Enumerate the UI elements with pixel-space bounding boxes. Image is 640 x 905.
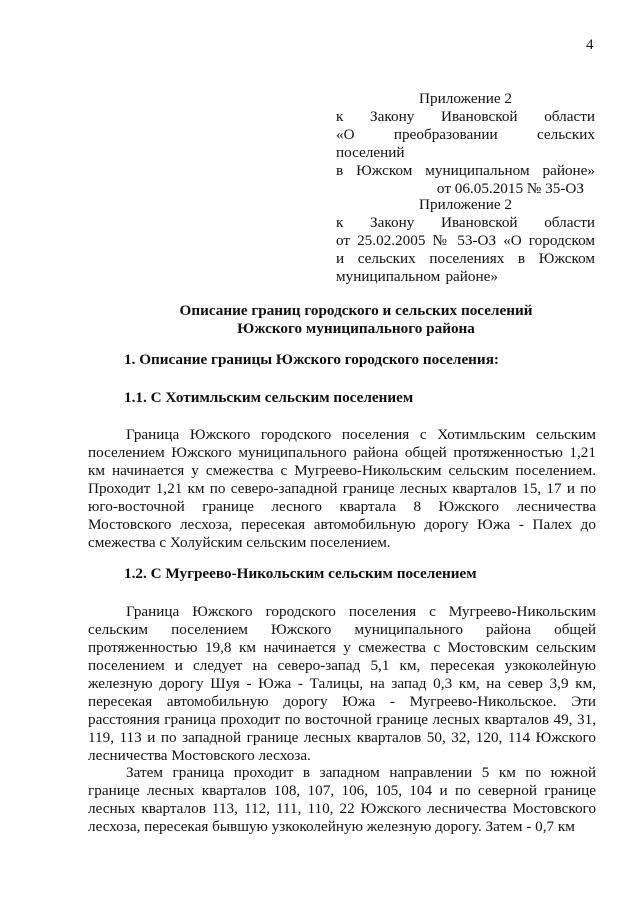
subsection-heading: 1.1. С Хотимльским сельским поселением <box>124 389 414 406</box>
appendix-reference-current-law <box>336 90 595 198</box>
subsection-heading: 1.2. С Мугреево-Никольским сельским поселением <box>124 565 477 582</box>
appendix-line: к Закону Ивановской области <box>336 108 595 125</box>
document-title <box>0 302 640 338</box>
body-paragraph: Затем граница проходит в западном направлении 5 км по южной границе лесных кварталов 108, 107, 106, 105, 104 и по северной границе лесных кварталов 113, 112, 111, 110, 22 Южского лесничества Мостовского лесхоза, пересекая бывшую узкоколейную железную дорогу. Затем - 0,7 км <box>88 764 596 835</box>
appendix-title: Приложение 2 <box>419 196 512 213</box>
appendix-title: Приложение 2 <box>419 90 512 107</box>
document-title-line: Южского муниципального района <box>237 320 475 337</box>
appendix-line: и сельских поселениях в Южском <box>336 250 595 267</box>
appendix-line: к Закону Ивановской области <box>336 214 595 231</box>
page-number: 4 <box>586 37 594 53</box>
appendix-line: «О преобразовании сельских поселений <box>336 126 595 161</box>
appendix-line: от 25.02.2005 № 53-ОЗ «О городском <box>336 232 595 249</box>
appendix-line: муниципальном районе» <box>336 268 498 285</box>
body-paragraph: Граница Южского городского поселения с Хотимльским сельским поселением Южского муниципального района общей протяженностью 1,21 км начинается у смежества с Мугреево-Никольским сельским поселением. Проходит 1,21 км по северо-западной границе лесных кварталов 15, 17 и по юго-восточной границе лесного квартала 8 Южского лесничества Мостовского лесхоза, пересекая автомобильную дорогу Южа - Палех до смежества с Холуйским сельским поселением. <box>88 426 596 551</box>
section-heading: 1. Описание границы Южского городского поселения: <box>124 351 499 368</box>
appendix-reference-original-law <box>336 196 595 286</box>
document-title-line: Описание границ городского и сельских поселений <box>179 302 533 319</box>
body-paragraph: Граница Южского городского поселения с Мугреево-Никольским сельским поселением Южского муниципального района общей протяженностью 19,8 км начинается у смежества с Мостовским сельским поселением и следует на северо-запад 5,1 км, пересекая узкоколейную железную дорогу Шуя - Южа - Талицы, на запад 0,3 км, на север 3,9 км, пересекая автомобильную дорогу Южа - Мугреево-Никольское. Эти расстояния граница проходит по восточной границе лесных кварталов 49, 31, 119, 113 и по западной границе лесных кварталов 50, 32, 120, 114 Южского лесничества Мостовского лесхоза. <box>88 603 596 764</box>
appendix-line: в Южском муниципальном районе» <box>336 162 595 179</box>
appendix-date-number: от 06.05.2015 № 35-ОЗ <box>436 180 584 197</box>
